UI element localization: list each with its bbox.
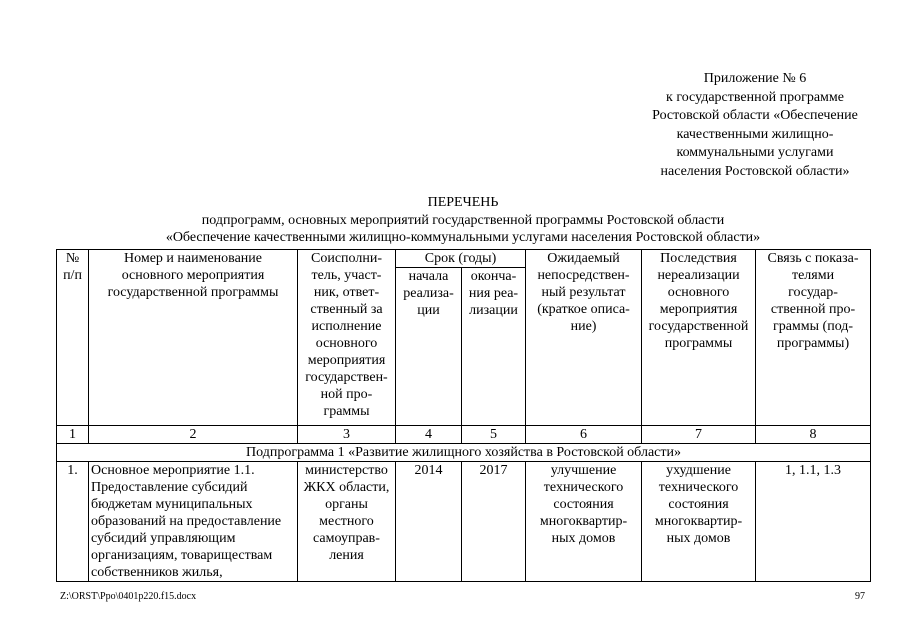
column-number: 6 [526,426,642,444]
appendix-line: коммунальными услугами [676,145,834,161]
subprogram-title: Подпрограмма 1 «Развитие жилищного хозяйства в Ростовской области» [57,444,871,462]
row-start: 2014 [396,462,462,582]
column-number: 4 [396,426,462,444]
measures-table [56,249,871,582]
appendix-line: населения Ростовской области» [660,163,850,179]
column-number: 3 [298,426,396,444]
column-numbers-row [57,426,871,444]
document-subtitle-program: «Обеспечение качественными жилищно-коммунальными услугами населения Ростовской области» [165,230,761,245]
document-title: ПЕРЕЧЕНЬ [427,195,499,210]
row-link: 1, 1.1, 1.3 [756,462,871,582]
column-number: 5 [462,426,526,444]
header-link: Связь с показа- телями государ- ственной про- граммы (под- программы) [756,250,871,426]
row-executor: министерство ЖКХ области, органы местного самоуправ- ления [298,462,396,582]
subprogram-row [57,444,871,462]
appendix-line: Ростовской области «Обеспечение [652,108,858,124]
table-header-row [57,250,871,268]
header-start: начала реализа- ции [396,268,462,426]
document-title-block [56,194,870,247]
header-executor: Соисполни- тель, участ- ник, ответ- ственный за исполнение основного мероприятия государствен- ной про- граммы [298,250,396,426]
header-term: Срок (годы) [396,250,526,268]
header-result: Ожидаемый непосредствен- ный результат (краткое описа- ние) [526,250,642,426]
appendix-line: к государственной программе [666,89,844,105]
column-number: 2 [89,426,298,444]
column-number: 8 [756,426,871,444]
column-number: 7 [642,426,756,444]
row-result: улучшение технического состояния многоквартир- ных домов [526,462,642,582]
appendix-header [610,70,900,182]
footer-page-number: 97 [855,591,865,602]
appendix-line: Приложение № 6 [703,71,807,86]
header-end: оконча- ния реа- лизации [462,268,526,426]
header-name: Номер и наименование основного мероприятия государственной программы [89,250,298,426]
appendix-line: качественными жилищно- [676,126,834,142]
header-consequences: Последствия нереализации основного мероприятия государственной программы [642,250,756,426]
header-num: № п/п [57,250,89,426]
document-subtitle: подпрограмм, основных мероприятий государственной программы Ростовской области [201,212,725,228]
column-number: 1 [57,426,89,444]
footer-file-path: Z:\ORST\Ppo\0401p220.f15.docx [60,591,197,602]
row-name: Основное мероприятие 1.1. Предоставление субсидий бюджетам муниципальных образований на предоставление субсидий управляющим организациям, товариществам собственников жилья, [89,462,298,582]
table-row [57,462,871,582]
row-consequences: ухудшение технического состояния многоквартир- ных домов [642,462,756,582]
row-num: 1. [57,462,89,582]
row-end: 2017 [462,462,526,582]
